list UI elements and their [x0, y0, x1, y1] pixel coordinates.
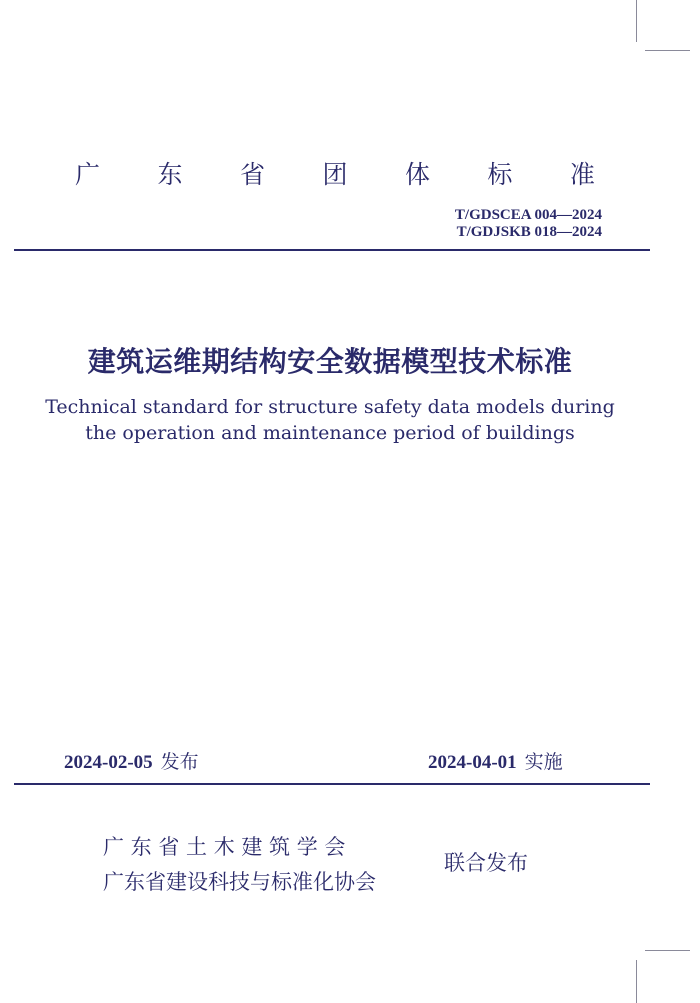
category-char: 准: [569, 160, 595, 189]
bottom-divider: [14, 783, 650, 785]
implement-label: 实施: [524, 751, 563, 773]
implement-date-row: [428, 747, 563, 774]
standard-codes: [455, 207, 602, 241]
category-char: 省: [239, 160, 265, 189]
title-english-line: the operation and maintenance period of buildings: [85, 422, 575, 444]
top-divider: [14, 249, 650, 251]
title-chinese: 建筑运维期结构安全数据模型技术标准: [87, 345, 573, 378]
joint-publish-label: 联合发布: [444, 851, 528, 875]
category-char: 标: [487, 160, 513, 189]
crop-mark-top-right: [636, 0, 637, 42]
issuer-name: 广 东 省 土 木 建 筑 学 会: [103, 835, 346, 859]
category-char: 东: [157, 160, 183, 189]
issuer-name: 广东省建设科技与标准化协会: [103, 870, 376, 894]
category-char: 团: [322, 160, 348, 189]
implement-date: 2024-04-01: [428, 752, 517, 773]
publish-date: 2024-02-05: [64, 752, 153, 773]
publish-date-row: [64, 747, 199, 774]
title-english-line: Technical standard for structure safety data models during: [45, 396, 615, 418]
title-english: [0, 394, 660, 446]
crop-mark-top-right-h: [645, 50, 690, 51]
crop-mark-bottom-right: [636, 960, 637, 1003]
category-char: 体: [404, 160, 430, 189]
standard-code: T/GDSCEA 004—2024: [454, 207, 602, 223]
crop-mark-bottom-right-h: [645, 950, 690, 951]
category-char: 广: [75, 160, 101, 189]
publish-label: 发布: [160, 751, 199, 773]
standard-code: T/GDJSKB 018—2024: [456, 224, 602, 240]
standard-category: [75, 155, 595, 191]
